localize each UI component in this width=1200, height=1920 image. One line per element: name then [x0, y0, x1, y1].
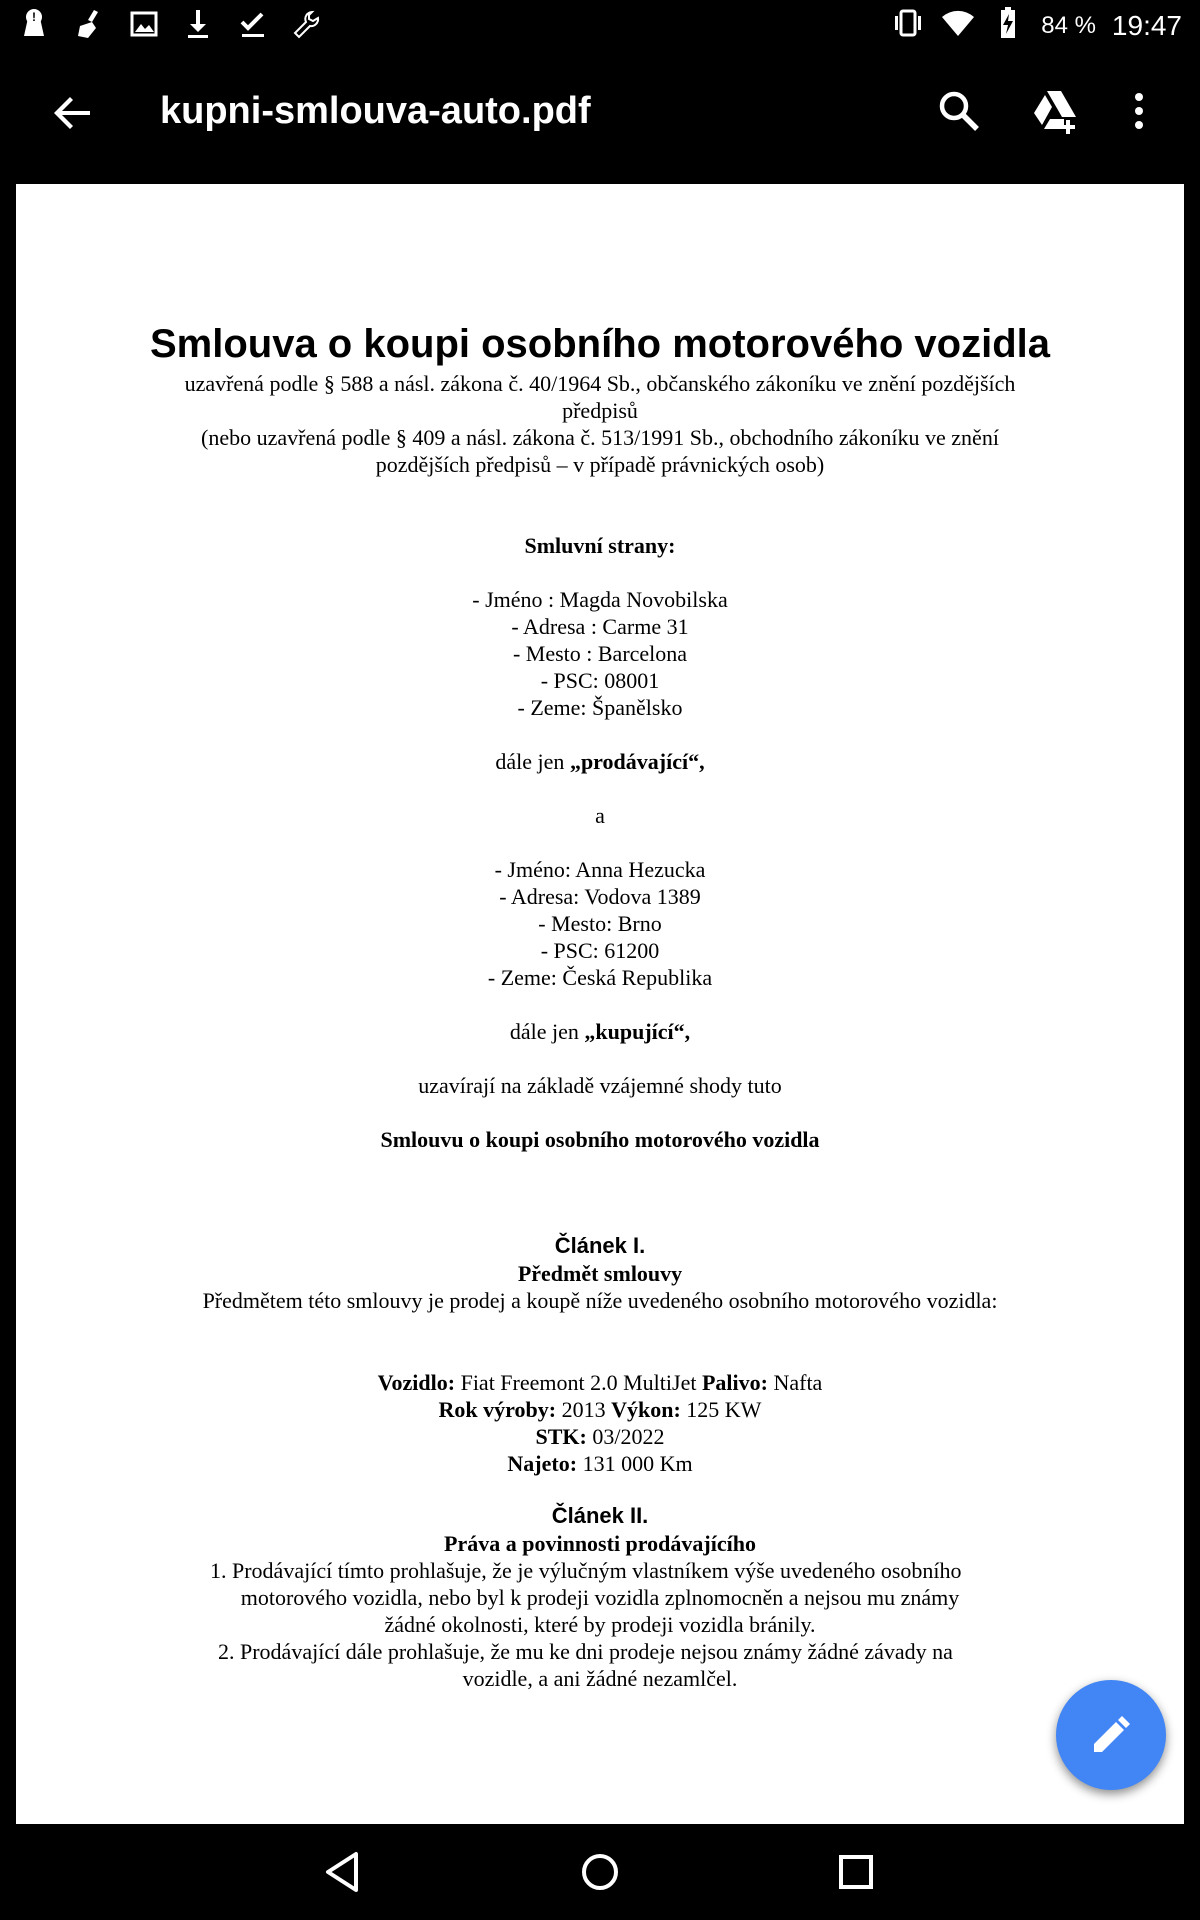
clock: 19:47 [1111, 9, 1182, 41]
article2-item1-line: 1. Prodávající tímto prohlašuje, že je výlučným vlastníkem výše uvedeného osobního [210, 1558, 962, 1583]
buyer-line: - Zeme: Česká Republika [487, 965, 713, 990]
article2-subheading: Práva a povinnosti prodávajícího [444, 1531, 756, 1556]
agreement-title: Smlouvu o koupi osobního motorového vozidla [380, 1127, 820, 1152]
article2-item1-line: motorového vozidla, nebo byl k prodeji vozidla zplnomocněn a nejsou mu známy [240, 1585, 960, 1610]
buyer-label-prefix: dále jen [509, 1019, 585, 1044]
battery-percent: 84 % [1041, 11, 1096, 39]
palivo-label: Palivo: [701, 1370, 768, 1395]
vykon-value: 125 KW [680, 1397, 762, 1422]
article1-heading: Článek I. [554, 1233, 646, 1258]
arrow-back-icon[interactable] [50, 90, 96, 136]
vozidlo-label: Vozidlo: [377, 1370, 456, 1395]
vykon-label: Výkon: [611, 1397, 681, 1422]
buyer-line: - PSC: 61200 [540, 938, 660, 963]
seller-label [16, 748, 1184, 775]
najeto-value: 131 000 Km [577, 1451, 693, 1476]
seller-label-prefix: dále jen [495, 749, 570, 774]
broom-icon [74, 8, 106, 40]
subtitle-line: pozdějších předpisů – v případě právnických osob) [375, 452, 825, 477]
pdf-page[interactable] [16, 184, 1184, 1824]
article2-heading: Článek II. [551, 1503, 649, 1528]
navigation-bar [0, 1824, 1200, 1920]
subtitle-line: uzavřená podle § 588 a násl. zákona č. 40/1964 Sb., občanského zákoníku ve znění pozdějších [184, 371, 1016, 396]
svg-text:!: ! [32, 10, 36, 24]
rok-value: 2013 [556, 1397, 612, 1422]
seller-line: - Zeme: Španělsko [517, 695, 683, 720]
seller-label-bold: „prodávající“, [569, 749, 705, 774]
wrench-icon [290, 8, 322, 40]
najeto-label: Najeto: [507, 1451, 578, 1476]
download-icon [182, 8, 214, 40]
wifi-icon [941, 6, 975, 45]
seller-line: - Adresa : Carme 31 [511, 614, 689, 639]
seller-line: - Mesto : Barcelona [512, 641, 688, 666]
buyer-label-bold: „kupující“, [584, 1019, 691, 1044]
article1-text: Předmětem této smlouvy je prodej a koupě níže uvedeného osobního motorového vozidla: [202, 1288, 998, 1313]
seller-line: - PSC: 08001 [540, 668, 660, 693]
drive-add-icon[interactable] [1030, 86, 1080, 136]
nav-recents-icon[interactable] [830, 1846, 882, 1898]
and-text: a [595, 803, 605, 828]
buyer-label [16, 1018, 1184, 1045]
buyer-line: - Adresa: Vodova 1389 [499, 884, 701, 909]
parties-heading: Smluvní strany: [524, 533, 676, 558]
document-title: kupni-smlouva-auto.pdf [160, 90, 591, 132]
edit-button[interactable] [1056, 1680, 1166, 1790]
app-bar [0, 50, 1200, 182]
alert-icon [20, 8, 52, 40]
vibrate-icon [891, 6, 925, 45]
palivo-value: Nafta [767, 1370, 823, 1395]
more-vert-icon[interactable] [1114, 86, 1164, 136]
nav-back-icon[interactable] [318, 1846, 370, 1898]
article2-item1-line: žádné okolnosti, které by prodeji vozidla bránily. [384, 1612, 816, 1637]
agreement-line: uzavírají na základě vzájemné shody tuto [418, 1073, 782, 1098]
article1-subheading: Předmět smlouvy [517, 1261, 683, 1286]
rok-label: Rok výroby: [438, 1397, 557, 1422]
edit-pencil-icon [1088, 1712, 1134, 1758]
vehicle-line [16, 1450, 1184, 1477]
nav-home-icon[interactable] [574, 1846, 626, 1898]
vehicle-line [16, 1423, 1184, 1450]
checkmark-icon [236, 8, 268, 40]
vozidlo-value: Fiat Freemont 2.0 MultiJet [455, 1370, 702, 1395]
contract-title: Smlouva o koupi osobního motorového vozidla [149, 322, 1051, 366]
subtitle-line: předpisů [562, 398, 638, 423]
stk-value: 03/2022 [586, 1424, 665, 1449]
stk-label: STK: [535, 1424, 587, 1449]
battery-charging-icon [991, 6, 1025, 45]
subtitle-line: (nebo uzavřená podle § 409 a násl. zákona č. 513/1991 Sb., obchodního zákoníku ve znění [201, 425, 999, 450]
search-icon[interactable] [934, 86, 984, 136]
status-bar [0, 0, 1200, 50]
vehicle-line [16, 1396, 1184, 1423]
image-icon [128, 8, 160, 40]
article2-item2-line: 2. Prodávající dále prohlašuje, že mu ke dni prodeje nejsou známy žádné závady na [218, 1639, 953, 1664]
seller-line: - Jméno : Magda Novobilska [472, 587, 728, 612]
buyer-line: - Jméno: Anna Hezucka [494, 857, 706, 882]
buyer-line: - Mesto: Brno [538, 911, 662, 936]
vehicle-line [16, 1369, 1184, 1396]
article2-item2-line: vozidle, a ani žádné nezamlčel. [462, 1666, 738, 1691]
